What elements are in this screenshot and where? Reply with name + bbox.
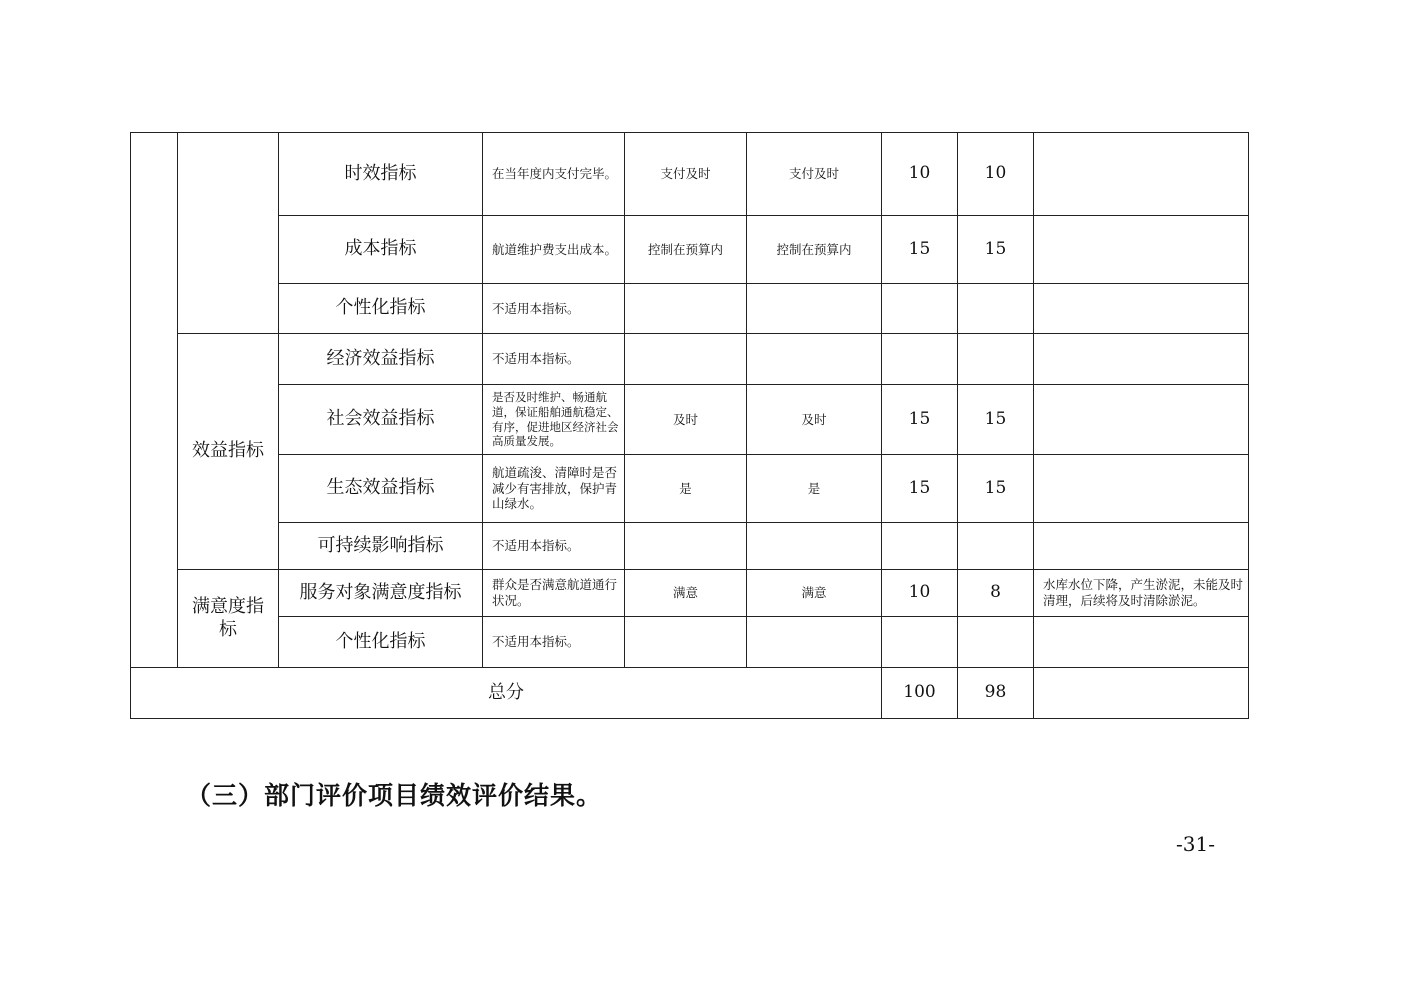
score-value: 8	[990, 582, 1001, 603]
indicator-description: 不适用本指标。	[492, 538, 580, 554]
weight-value: 15	[908, 408, 931, 429]
target-value: 支付及时	[660, 166, 711, 182]
table-border-right	[1248, 132, 1249, 719]
weight-value	[882, 617, 957, 667]
indicator-description: 是否及时维护、畅通航道，保证船舶通航稳定、有序，促进地区经济社会高质量发展。	[492, 389, 619, 449]
indicator-name: 社会效益指标	[326, 408, 435, 430]
target-value	[625, 284, 746, 333]
indicator-description: 不适用本指标。	[492, 634, 580, 650]
actual-value: 是	[807, 480, 821, 496]
deduction-reason	[1034, 523, 1248, 569]
page-number: -31-	[1176, 832, 1215, 856]
indicator-name: 服务对象满意度指标	[299, 581, 462, 603]
actual-value: 及时	[801, 411, 827, 427]
indicator-name: 个性化指标	[335, 297, 426, 319]
category-benefit: 效益指标	[192, 440, 264, 462]
target-value: 控制在预算内	[647, 241, 723, 257]
actual-value: 支付及时	[788, 166, 839, 182]
deduction-reason	[1034, 385, 1248, 454]
indicator-name: 生态效益指标	[326, 477, 435, 499]
weight-value	[882, 284, 957, 333]
actual-value: 控制在预算内	[776, 241, 852, 257]
score-value: 15	[984, 408, 1007, 429]
deduction-reason	[1034, 617, 1248, 667]
total-reason	[1034, 668, 1248, 718]
score-value: 15	[984, 477, 1007, 498]
actual-value	[747, 334, 881, 384]
deduction-reason	[1034, 284, 1248, 333]
target-value	[625, 334, 746, 384]
total-score: 98	[984, 682, 1007, 703]
table-border-bottom	[130, 718, 1249, 719]
score-value: 15	[984, 238, 1007, 259]
indicator-description: 不适用本指标。	[492, 351, 580, 367]
actual-value	[747, 617, 881, 667]
table-border-left	[130, 132, 131, 719]
indicator-name: 个性化指标	[335, 630, 426, 652]
indicator-description: 在当年度内支付完毕。	[492, 166, 618, 182]
performance-table	[130, 132, 1249, 719]
score-value	[958, 284, 1033, 333]
score-value	[958, 334, 1033, 384]
indicator-description: 不适用本指标。	[492, 300, 580, 316]
weight-value: 10	[908, 582, 931, 603]
weight-value: 15	[908, 477, 931, 498]
actual-value	[747, 284, 881, 333]
indicator-name: 成本指标	[344, 238, 417, 260]
total-label: 总分	[488, 681, 524, 703]
indicator-description: 航道疏浚、清障时是否减少有害排放，保护青山绿水。	[492, 465, 618, 512]
target-value	[625, 617, 746, 667]
actual-value: 满意	[801, 585, 827, 601]
deduction-reason: 水库水位下降，产生淤泥，未能及时清理，后续将及时清除淤泥。	[1043, 577, 1244, 608]
actual-value	[747, 523, 881, 569]
deduction-reason	[1034, 216, 1248, 283]
indicator-name: 时效指标	[344, 162, 417, 184]
deduction-reason	[1034, 133, 1248, 215]
score-value	[958, 523, 1033, 569]
weight-value	[882, 334, 957, 384]
category-satisfaction: 满意度指标	[192, 596, 264, 640]
score-value	[958, 617, 1033, 667]
deduction-reason	[1034, 455, 1248, 522]
indicator-description: 航道维护费支出成本。	[492, 241, 618, 257]
section-heading: （三）部门评价项目绩效评价结果。	[186, 781, 603, 810]
target-value: 是	[679, 480, 692, 496]
total-weight: 100	[903, 682, 936, 703]
indicator-name: 经济效益指标	[326, 347, 435, 369]
weight-value: 15	[908, 238, 931, 259]
indicator-name: 可持续影响指标	[317, 534, 444, 556]
target-value	[625, 523, 746, 569]
target-value: 满意	[672, 585, 698, 601]
target-value: 及时	[672, 411, 698, 427]
deduction-reason	[1034, 334, 1248, 384]
indicator-description: 群众是否满意航道通行状况。	[492, 577, 618, 608]
weight-value: 10	[908, 163, 931, 184]
weight-value	[882, 523, 957, 569]
score-value: 10	[984, 163, 1007, 184]
